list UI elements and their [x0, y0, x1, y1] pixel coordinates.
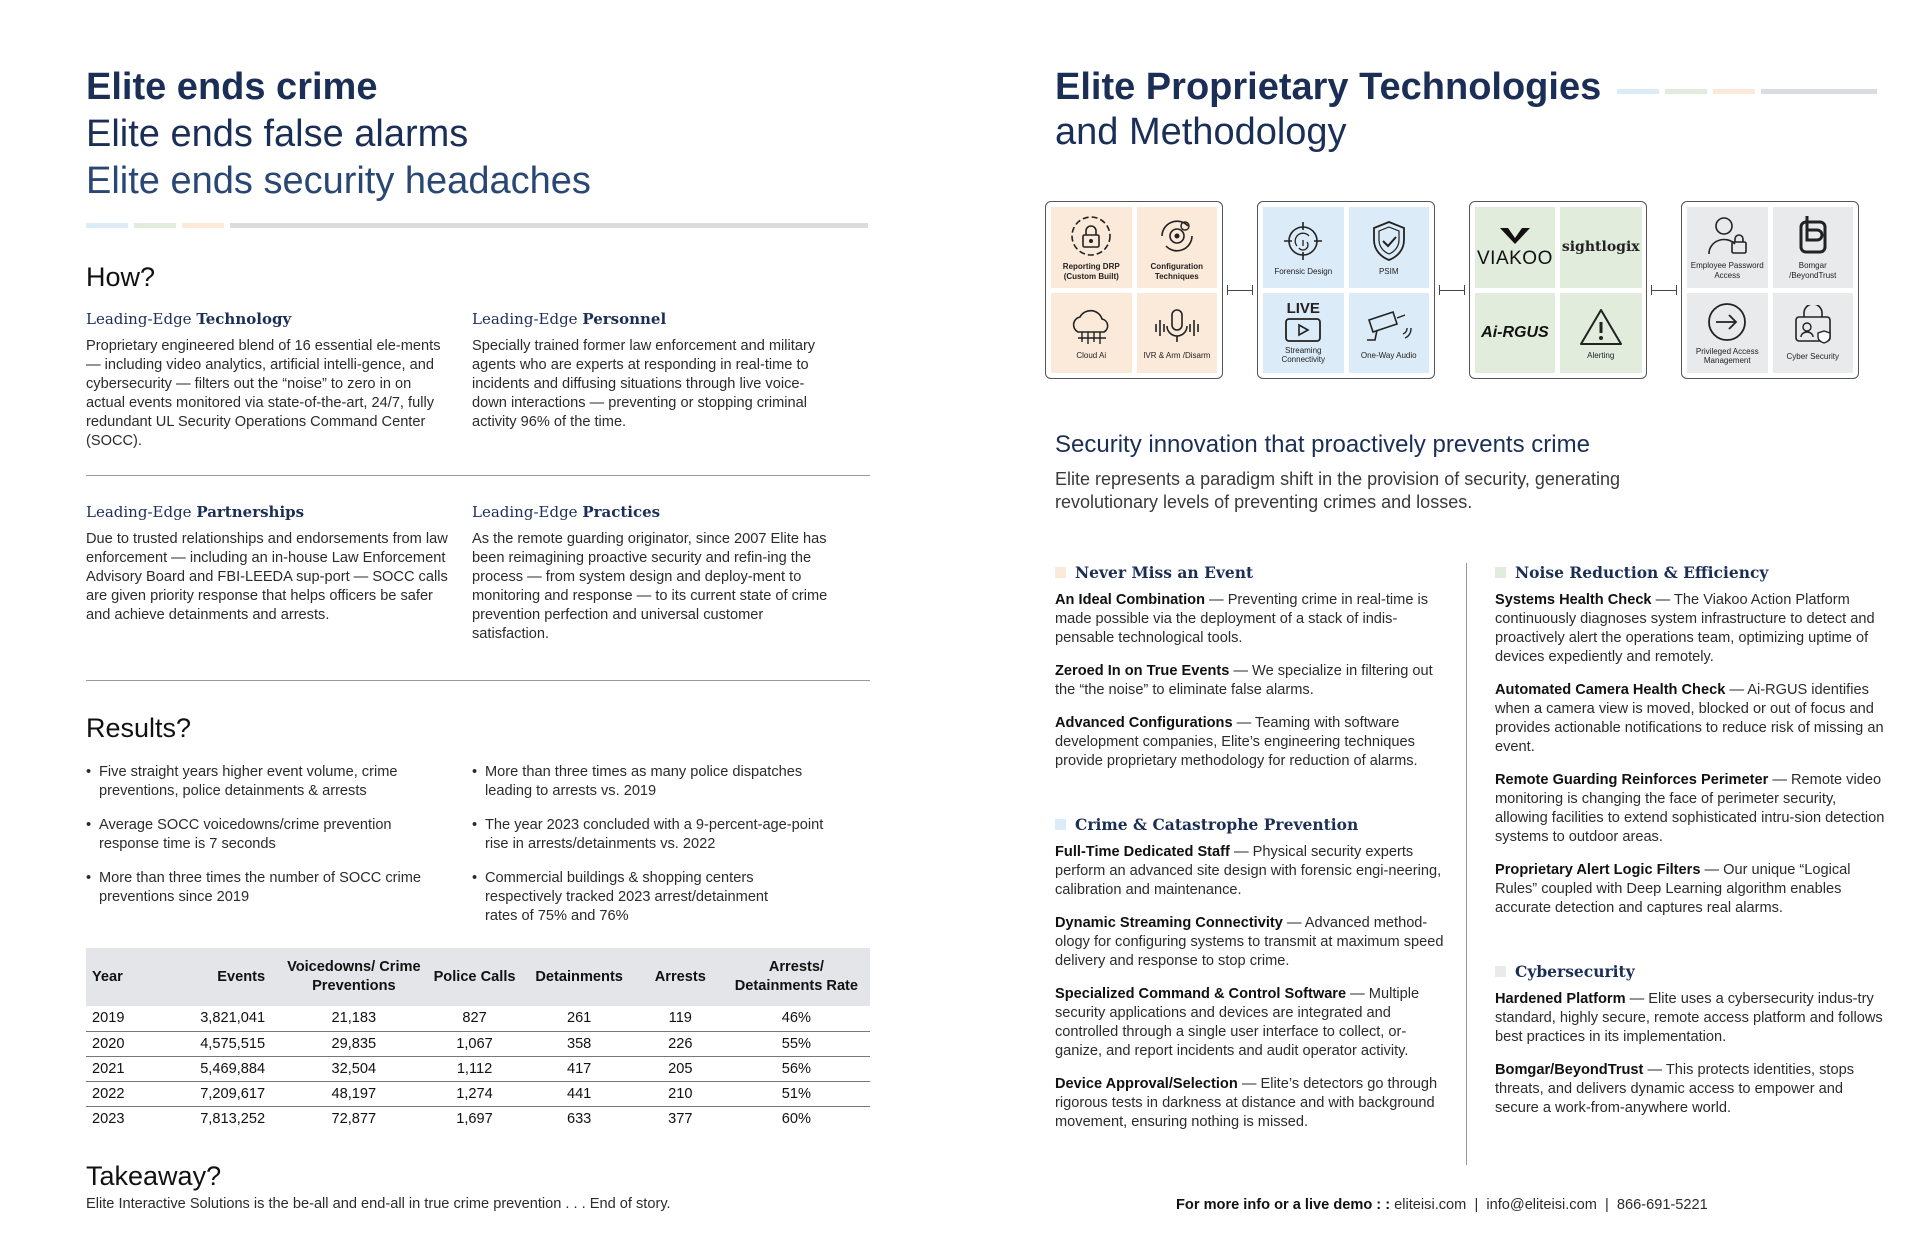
- table-cell: 3,821,041: [166, 1006, 279, 1031]
- tech-diagram: [1045, 201, 1865, 379]
- live-play-icon: [1283, 317, 1323, 343]
- tech-tile: IVR & Arm /Disarm: [1137, 293, 1218, 374]
- benefit-item: Bomgar/BeyondTrust — This protects identities, stops threats, and delivers dynamic access to empower and secure a work-from-anywhere world.: [1495, 1062, 1855, 1116]
- headline-1: Elite ends crime: [86, 66, 378, 108]
- footer-divider: |: [1604, 1197, 1609, 1213]
- camera-audio-icon: [1363, 306, 1415, 348]
- how-technology-title: Leading-Edge Technology: [86, 310, 292, 328]
- right-accent-bar: [1617, 89, 1877, 94]
- col-police-calls: Police Calls: [429, 948, 521, 1006]
- accent-seg-green: [134, 223, 176, 228]
- table-cell: 417: [521, 1056, 638, 1081]
- cloud-ai-icon: [1066, 306, 1116, 348]
- section-noise-reduction: [1495, 563, 1885, 918]
- how-personnel-title: Leading-Edge Personnel: [472, 310, 667, 328]
- table-cell: 1,697: [456, 1110, 493, 1127]
- lock-gear-icon: [1068, 213, 1114, 259]
- tech-tile: Forensic Design: [1263, 207, 1344, 288]
- col-events: Events: [166, 948, 279, 1006]
- column-divider: [1466, 563, 1467, 1165]
- connector: [1647, 285, 1681, 295]
- viakoo-logo-icon: [1498, 226, 1532, 246]
- benefit-item: Automated Camera Health Check — Ai-RGUS identifies when a camera view is moved, blocked or out of focus and provides actionable notifications to reduce risk of missing an event.: [1495, 682, 1884, 755]
- benefit-item: An Ideal Combination — Preventing crime in real-time is made possible via the deployment of a stack of indis-pensable technological tools.: [1055, 592, 1429, 646]
- how-partnerships: [86, 503, 472, 644]
- contact-footer: [1176, 1197, 1708, 1213]
- table-cell: 633: [566, 1110, 592, 1127]
- user-lock-icon: [1704, 214, 1750, 258]
- how-personnel: [472, 310, 870, 451]
- shield-check-icon: [1366, 218, 1412, 264]
- table-row: [86, 1006, 870, 1031]
- result-bullet: • Five straight years higher event volume, crime preventions, police detainments & arrests: [86, 763, 426, 801]
- divider-2: [86, 680, 870, 681]
- table-cell: 56%: [723, 1056, 870, 1081]
- benefit-item: Zeroed In on True Events — We specialize in filtering out the “the noise” to eliminate false alarms.: [1055, 663, 1433, 698]
- column-left: [1055, 563, 1447, 1146]
- table-cell: 55%: [723, 1031, 870, 1056]
- table-cell: 2019: [86, 1006, 166, 1031]
- id-card-shield-icon: [1790, 305, 1836, 349]
- table-cell: 7,209,617: [166, 1081, 279, 1106]
- benefit-item: Advanced Configurations — Teaming with software development companies, Elite’s engineering techniques provide proprietary methodology for reduction of alarms.: [1055, 715, 1418, 769]
- benefit-item: Device Approval/Selection — Elite’s detectors go through rigorous tests in darkness at distance and with background movement, ensuring nothing is missed.: [1055, 1076, 1438, 1130]
- col-detainments: Detainments: [521, 948, 638, 1006]
- innovation-title: Security innovation that proactively prevents crime: [1055, 431, 1590, 458]
- table-cell: 441: [521, 1081, 638, 1106]
- tech-tile: Alerting: [1560, 293, 1642, 374]
- benefit-item: Specialized Command & Control Software — Multiple security applications and devices are integrated and controlled through a single user interface to collect, or-ganize, and report incidents and audit operator activity.: [1055, 986, 1420, 1059]
- results-title: Results?: [86, 713, 192, 743]
- footer-website-link[interactable]: eliteisi.com: [1394, 1197, 1467, 1213]
- table-cell: 261: [521, 1006, 638, 1031]
- how-practices: [472, 503, 870, 644]
- accent-seg-gray: [1761, 89, 1877, 94]
- table-cell: 51%: [723, 1081, 870, 1106]
- tech-tile: Cloud Ai: [1051, 293, 1132, 374]
- table-cell: 1,112: [429, 1056, 521, 1081]
- table-cell: 32,504: [279, 1056, 428, 1081]
- alert-triangle-icon: [1577, 306, 1625, 348]
- how-partnerships-text: Due to trusted relationships and endorsements from law enforcement — including an in-house Law Enforcement Advisory Board and FBI-LEEDA sup-port — SOCC calls are given priority response that helps officers be safer and achieve detainments and arrests.: [86, 531, 448, 623]
- table-cell: 2023: [92, 1110, 125, 1127]
- table-row: [86, 1081, 870, 1106]
- table-cell: 2022: [86, 1081, 166, 1106]
- how-title: How?: [86, 262, 156, 292]
- section-title: Crime & Catastrophe Prevention: [1055, 815, 1447, 834]
- gear-cycle-icon: [1154, 213, 1200, 259]
- result-bullet: • Average SOCC voicedowns/crime prevention response time is 7 seconds: [86, 816, 426, 854]
- footer-label: For more info or a live demo: [1176, 1197, 1373, 1213]
- login-arrow-icon: [1704, 300, 1750, 344]
- benefit-item: Full-Time Dedicated Staff — Physical security experts perform an advanced site design with forensic engi-neering, calibration and maintenance.: [1055, 844, 1442, 898]
- accent-seg-peach: [1713, 89, 1755, 94]
- left-page: [86, 64, 870, 1192]
- table-cell: 1,067: [429, 1031, 521, 1056]
- tech-tile: Bomgar /BeyondTrust: [1773, 207, 1854, 288]
- tech-group-4: [1681, 201, 1859, 379]
- tech-tile: One-Way Audio: [1349, 293, 1430, 374]
- table-cell: 1,274: [429, 1081, 521, 1106]
- result-bullet: • More than three times as many police dispatches leading to arrests vs. 2019: [472, 763, 848, 801]
- sightlogix-logo-icon: sightlogix: [1561, 239, 1640, 256]
- how-practices-title: Leading-Edge Practices: [472, 503, 661, 521]
- tech-tile: [1560, 207, 1642, 288]
- footer-sep: : :: [1372, 1197, 1395, 1213]
- benefit-item: Dynamic Streaming Connectivity — Advanced method-ology for configuring systems to transmit at maximum speed delivery and response to stop crime.: [1055, 915, 1444, 969]
- fingerprint-icon: [1280, 218, 1326, 264]
- headline-3: Elite ends security headaches: [86, 160, 591, 202]
- results-grid: [86, 763, 870, 941]
- table-body: [86, 1006, 870, 1131]
- innovation-text: Elite represents a paradigm shift in the provision of security, generating revolutionary levels of preventing crimes and losses.: [1055, 469, 1620, 512]
- tech-tile: Cyber Security: [1773, 293, 1854, 374]
- connector: [1223, 285, 1257, 295]
- section-cybersecurity: [1495, 962, 1885, 1118]
- result-bullet: • Commercial buildings & shopping centers respectively tracked 2023 arrest/detainment rates of 75% and 76%: [472, 869, 802, 926]
- tech-tile: [1475, 293, 1555, 374]
- section-title: Noise Reduction & Efficiency: [1495, 563, 1885, 582]
- how-partnerships-title: Leading-Edge Partnerships: [86, 503, 305, 521]
- tech-group-1: [1045, 201, 1223, 379]
- table-cell: 48,197: [279, 1081, 428, 1106]
- table-cell: 827: [429, 1006, 521, 1031]
- footer-divider: |: [1474, 1197, 1479, 1213]
- results-col-right: [472, 763, 870, 941]
- table-cell: 210: [638, 1081, 723, 1106]
- table-header-row: [86, 948, 870, 1006]
- accent-seg-green: [1665, 89, 1707, 94]
- tech-tile: PSIM: [1349, 207, 1430, 288]
- accent-seg-gray: [230, 223, 868, 228]
- table-cell: 60%: [781, 1110, 812, 1127]
- headline-2: Elite ends false alarms: [86, 113, 469, 155]
- results-table: [86, 948, 870, 1131]
- table-cell: 358: [521, 1031, 638, 1056]
- table-cell: 2021: [86, 1056, 166, 1081]
- how-technology: [86, 310, 472, 451]
- tech-tile: VIAKOO: [1475, 207, 1555, 288]
- table-cell: 119: [638, 1006, 723, 1031]
- how-personnel-text: Specially trained former law enforcement and military agents who are experts at responding in real-time to incidents and diffusing situations through live voice-down interactions — preventing or stopping criminal activity 96% of the time.: [472, 338, 816, 430]
- result-bullet: • More than three times the number of SOCC crime preventions since 2019: [86, 869, 426, 907]
- footer-email-link[interactable]: info@eliteisi.com: [1486, 1197, 1597, 1213]
- square-bullet-icon: [1055, 567, 1066, 578]
- tech-tile: LIVE Streaming Connectivity: [1263, 293, 1344, 374]
- section-never-miss: [1055, 563, 1447, 771]
- table-row: [86, 1106, 870, 1131]
- section-title: Cybersecurity: [1495, 962, 1885, 981]
- right-title-1: Elite Proprietary Technologies: [1055, 64, 1865, 110]
- tech-tile: Privileged Access Management: [1687, 293, 1768, 374]
- accent-seg-peach: [182, 223, 224, 228]
- how-technology-text: Proprietary engineered blend of 16 essential ele-ments — including video analytics, artificial intelli-gence, and cybersecurity — filters out the “noise” to zero in on actual events monitored via state-of-the-art, 24/7, fully redundant UL Security Operations Command Center (SOCC).: [86, 338, 441, 449]
- col-rate: Arrests/ Detainments Rate: [723, 948, 870, 1006]
- col-arrests: Arrests: [638, 948, 723, 1006]
- table-row: [86, 1056, 870, 1081]
- table-cell: 29,835: [279, 1031, 428, 1056]
- table-cell: 5,469,884: [166, 1056, 279, 1081]
- section-title: Never Miss an Event: [1055, 563, 1447, 582]
- table-cell: 72,877: [331, 1110, 377, 1127]
- column-right: [1495, 563, 1885, 1132]
- takeaway-text: Elite Interactive Solutions is the be-all and end-all in true crime prevention . . . End of story.: [86, 1196, 671, 1212]
- tech-tile: Reporting DRP (Custom Built): [1051, 207, 1132, 288]
- table-cell: 205: [638, 1056, 723, 1081]
- bomgar-logo-icon: [1793, 214, 1833, 258]
- benefit-item: Proprietary Alert Logic Filters — Our unique “Logical Rules” coupled with Deep Learning algorithm enables accurate detection and captures real alarms.: [1495, 862, 1851, 916]
- table-cell: 46%: [723, 1006, 870, 1031]
- microphone-icon: [1152, 306, 1202, 348]
- footer-phone: 866-691-5221: [1616, 1197, 1708, 1213]
- table-cell: 7,813,252: [200, 1110, 266, 1127]
- benefit-item: Hardened Platform — Elite uses a cybersecurity indus-try standard, highly secure, remote access platform and follows best practices in its implementation.: [1495, 991, 1883, 1045]
- table-cell: 4,575,515: [166, 1031, 279, 1056]
- col-year: Year: [86, 948, 166, 1006]
- tech-group-2: [1257, 201, 1435, 379]
- accent-bar: [86, 223, 870, 228]
- table-cell: 226: [638, 1031, 723, 1056]
- table-cell: 2020: [86, 1031, 166, 1056]
- results-col-left: [86, 763, 472, 941]
- square-bullet-icon: [1055, 819, 1066, 830]
- benefit-item: Remote Guarding Reinforces Perimeter — Remote video monitoring is changing the face of perimeter security, allowing facilities to extend sophisticated intru-sion detection systems to outdoor areas.: [1495, 772, 1885, 845]
- table-cell: 21,183: [279, 1006, 428, 1031]
- right-title-2: and Methodology: [1055, 111, 1347, 153]
- tech-group-3: [1469, 201, 1647, 379]
- section-crime-prevention: [1055, 815, 1447, 1132]
- table-row: [86, 1031, 870, 1056]
- how-practices-text: As the remote guarding originator, since 2007 Elite has been reimagining proactive security and refin-ing the process — from system design and deploy-ment to monitoring and response — to its current state of crime prevention perfection and universal customer satisfaction.: [472, 531, 828, 642]
- square-bullet-icon: [1495, 966, 1506, 977]
- table-cell: 377: [668, 1110, 693, 1127]
- how-grid-top: [86, 310, 870, 451]
- live-badge: LIVE: [1286, 299, 1320, 317]
- result-bullet: • The year 2023 concluded with a 9-percent-age-point rise in arrests/detainments vs. 2022: [472, 816, 848, 854]
- col-voicedowns: Voicedowns/ Crime Preventions: [279, 948, 428, 1006]
- tech-tile: Employee Password Access: [1687, 207, 1768, 288]
- square-bullet-icon: [1495, 567, 1506, 578]
- accent-seg-blue: [1617, 89, 1659, 94]
- tech-tile: Configuration Techniques: [1137, 207, 1218, 288]
- accent-seg-blue: [86, 223, 128, 228]
- ai-rgus-logo-icon: Ai-RGUS: [1481, 323, 1549, 341]
- connector: [1435, 285, 1469, 295]
- divider-1: [86, 475, 870, 476]
- takeaway-title: Takeaway?: [86, 1161, 222, 1191]
- benefit-item: Systems Health Check — The Viakoo Action Platform continuously diagnoses system infrastructure to detect and proactively alert the operations team, optimizing uptime of devices expediently and remotely.: [1495, 592, 1875, 665]
- how-grid-bottom: [86, 503, 870, 644]
